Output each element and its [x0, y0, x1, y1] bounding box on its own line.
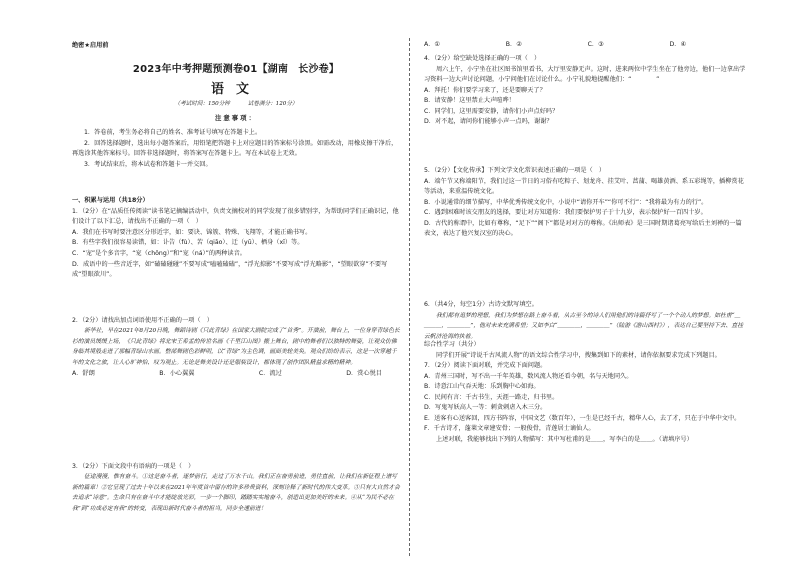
exam-time: （考试时间：150分钟: [174, 101, 230, 107]
question-1-stem: 1．（2分）在“品质任传阅读”读书笔记摘编活动中，负责文摘校对的同学发现了很多错别字，为帮助同学们正确识记，他们设计了以下汇总，请找出不正确的一项（ ）: [72, 207, 399, 226]
question-4-stem: 4．（2分）给空缺处选择正确的一项（ ）: [424, 55, 541, 62]
exam-title: 2023年中考押题预测卷01【湖南 长沙卷】: [132, 64, 340, 75]
question-1-option-c: C．“宠”是个多音字，“宠（chǒng）”和“宠（ná）”的两种读音。: [72, 249, 246, 257]
notice-item: 1．答卷前，考生务必将自己的姓名、准考证号填写在答题卡上。: [84, 129, 262, 136]
exam-score: 试卷满分：120分）: [247, 101, 298, 107]
exam-meta: [72, 99, 400, 107]
question-2-option: A．舒朗: [72, 370, 95, 378]
question-5-option-b: B．小说通常的细节描写，中华优秀传统文化中，小说中“请你开车”“你可不行”：“我将最为有力的行”。: [424, 198, 708, 206]
question-7-option-d: D．写鬼写妖高人一等：刺贪刺虐入木三分。: [424, 404, 547, 411]
question-3: [72, 462, 400, 514]
notice-item: 3．考试结束后，将本试卷和答题卡一并交回。: [84, 160, 212, 168]
question-3-option: A．①: [424, 41, 440, 48]
question-3-stem: 3．（2分）下面文段中有语病的一项是（ ）: [72, 463, 195, 470]
question-3-options: [424, 40, 746, 51]
question-6-text: 我们都有追梦的理想，我们为梦想在路上奋斗着，从古至今的诗人们用他们的诗篇抒写了一个个动人的梦想。如杜甫“＿＿＿＿，＿＿＿＿”，他对未来充满希望；又如李白“＿＿＿＿，＿＿＿＿”（陆游《游山西村》），表达自己要坚持下去、直挂云帆济沧海的执着。: [424, 312, 744, 340]
question-4: [424, 54, 746, 128]
question-3-passage: 征途漫漫，惟有奋斗。①这是奋斗者，逐梦前行，走过了万水千山。我们正在奋勇前进，勇往直前，让我们在新征程上谱写新的篇章！②它呈现了过去十年以来在2021年年度首中留存的许多珍贵资料，深刻诠释了新时代的伟大变革。③只有大自然才会去追求“诗意”。生命只有在奋斗中才能绽放光彩，一步一个脚印，踏踏实实地奋斗，创造出更加美好的未来。④从“为民不必在我”到“功成必定有我”的转变，表现出新时代奋斗者的担当，同步全速前进！: [72, 474, 400, 512]
question-5-option-d: D．古代的称谓中，比如有尊称，“足下”“阁下”都是对对方的尊称。《出师表》是三国时期诸葛亮写给后主刘禅的一篇表文，表达了他兴复汉室的决心。: [424, 219, 742, 237]
question-7-option-f: F．千古诗才，蓬莱文章建安骨；一般俊骨，青莲居士谪仙人。: [424, 425, 595, 432]
question-7-closing: 上述对联，我能够找出下列的人物描写：其中写杜甫的是＿＿，写李白的是＿＿。（请填序号）: [436, 435, 693, 443]
notice-item: 2．回答选择题时，选出每小题答案后，用铅笔把答题卡上对应题目的答案标号涂黑。如需改动，用橡皮擦干净后，再选涂其他答案标号。回答非选择题时，将答案写在答题卡上。写在本试卷上无效。: [72, 139, 398, 158]
question-2-stem: 2．（2分）请找出加点词语使用不正确的一项（ ）: [72, 317, 213, 324]
question-7-option-a: A．青州三国时，写不出一千年英雄，数风流人物还看今朝，名与天地同久。: [424, 372, 633, 380]
question-1-option-d: D．成语中的一些音近字，如“磕磕碰碰”不要写成“嗑嗑磕磕”，“浮光掠影”不要写成“浮光略影”，“望眼欲穿”不要写成“望眼欲川”。: [72, 260, 388, 279]
question-7-option-b: B．诗意江山气吞天地：乐到胸中心如海。: [424, 383, 540, 390]
question-7-intro-heading: 综合性学习（共分）: [424, 341, 480, 348]
question-7-option-e: E．送客有心送客回，四方书阵容，中国文艺（数百年），一生是已经千古，精华人心，去了才，只在于中华中文中。: [424, 414, 741, 422]
secret-label: 绝密★启用前: [72, 42, 109, 49]
question-1-option-b: B．有些字我们很容易读错，如：讣告（fù）、苦（qiāo）、迂（yū）、栖身（xī）等。: [72, 239, 304, 247]
question-2-option: B．小心翼翼: [159, 370, 195, 378]
section-heading: 一、积累与运用（共18分）: [72, 197, 149, 204]
question-3-option: D．④: [669, 41, 686, 48]
question-7-intro: 同学们开展“诗说千古风流人物”的语文综合性学习中，搜集到如下的素材，请你依据要求完成下列题目。: [436, 351, 721, 359]
question-4-context: 周六上午，小宁坐在社区图书馆里看书，大厅里安静无声。这时，进来两位中学生坐在了他旁边，他们一边拿出学习资料一边大声讨论问题，小宁问他们在讨论什么。小宁礼貌地提醒他们：“ ”: [424, 65, 746, 83]
question-7-stem: 7．（2分）阅读下面对联，并完成下面问题。: [424, 362, 547, 369]
notice-heading: 注意事项：: [215, 114, 257, 122]
question-1-option-a: A．我们在书写时要注意区分形近字，如：要诀、锦簇、特殊、飞翔等，才能正确书写。: [72, 228, 312, 236]
question-5-stem: 5．（2分）【文化传承】下列文学文化常识表述正确的一项是（ ）: [424, 167, 606, 174]
question-6-stem: 6．（共4分，每空1分）古诗文默写填空。: [424, 301, 538, 308]
question-4-option-a: A．拜托！你们要学习来了，还是要聊天了？: [424, 86, 546, 94]
question-5-option-a: A．端午节又称端阳节，我们过这一节日的习俗有吃粽子、划龙舟、挂艾叶、菖蒲、喝雄黄酒、系五彩绳等，插柳赏花等活动，来重温传统文化。: [424, 177, 744, 195]
notices-list: [72, 128, 400, 170]
question-7: [424, 340, 746, 445]
question-4-option-c: C．同学们，这里需要安静，请你们小声点好吗？: [424, 107, 559, 115]
question-3-option: B．②: [505, 41, 522, 48]
question-7-option-c: C．民间有言：千古书生，天涯一路走，归书里。: [424, 393, 559, 401]
section-one: [72, 196, 400, 281]
column-divider: [409, 38, 410, 556]
question-2: [72, 316, 400, 379]
question-5: [424, 166, 746, 240]
question-5-option-c: C．遇到困难时该交朋友的选择，要让对方知道你：我们要保护男子于十九岁，表示保护好一百四十岁。: [424, 209, 707, 216]
question-2-passage: 新华社，早在2021年8月20日晚，舞蹈诗剧《只此青绿》在国家大剧院完成了“首秀”。开演前，舞台上，一位身穿青绿色长衫的演员缓缓上场，《只此青绿》将北宋王希孟的传世名画《千里江山图》搬上舞台，剧中的舞者们以独特的舞姿，让观众仿佛身临其境般走进了那幅青绿山水画。整部舞剧色彩鲜明，以“青绿”为主色调，画面美轮美奂。观众们纷纷表示，这是一次穿越千年的文化之旅，让人心旷神怡、叹为观止。无论是舞美设计还是服装设计，都体现了创作团队精益求精的精神。: [72, 328, 400, 366]
question-4-option-d: D．对不起，请问你们能够小声一点吗，谢谢？: [424, 118, 553, 125]
subject-title: 语文: [210, 82, 261, 97]
question-2-options: [72, 369, 400, 379]
question-6: [424, 300, 746, 342]
question-2-option: D．赏心悦目: [346, 370, 382, 378]
question-3-option: C．③: [587, 41, 604, 48]
question-4-option-b: B．请安静！这里禁止大声喧哗！: [424, 97, 515, 104]
question-2-option: C．流过: [258, 370, 282, 378]
